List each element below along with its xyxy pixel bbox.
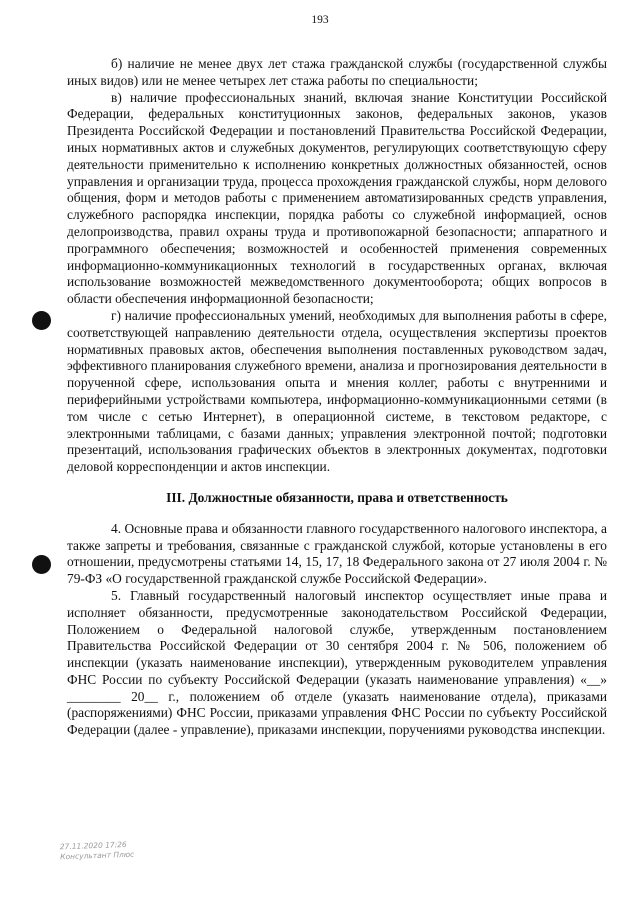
document-stamp bbox=[60, 840, 135, 863]
punch-hole-mark bbox=[32, 311, 51, 330]
section-heading: III. Должностные обязанности, права и ответственность bbox=[166, 489, 508, 505]
paragraph-g-skills: г) наличие профессиональных умений, необходимых для выполнения работы в сфере, соответствующей направлению деятельности отдела, осуществления экспертизы проектов нормативных правовых актов, обеспечения выполнения поставленных руководством задач, эффективного планирования служебного времени, анализа и прогнозирования деятельности в порученной сфере, использования опыта и мнения коллег, работы с внутренними и периферийными устройствами компьютера, информационно-коммуникационными сетями (в том числе с сетью Интернет), в операционной системе, в текстовом редакторе, с электронными таблицами, с базами данных; управления электронной почтой; подготовки презентаций, использования графических объектов в электронных документах, подготовки деловой корреспонденции и актов инспекции. bbox=[67, 307, 607, 475]
document-body bbox=[67, 56, 607, 739]
paragraph-5-duties: 5. Главный государственный налоговый инспектор осуществляет иные права и исполняет обязанности, предусмотренные законодательством Российской Федерации, Положением о Федеральной налоговой службе, утвержденным постановлением Правительства Российской Федерации от 30 сентября 2004 г. № 506, положением об инспекции (указать наименование инспекции), утвержденным руководителем управления ФНС России по субъекту Российской Федерации (указать наименование управления) «__» ________ 20__ г., положением об отделе (указать наименование отдела), приказами (распоряжениями) ФНС России, приказами управления ФНС России по субъекту Российской Федерации (далее - управление), приказами инспекции, поручениями руководства инспекции. bbox=[67, 587, 607, 738]
page-number: 193 bbox=[311, 14, 329, 26]
stamp-line-date: 27.11.2020 17:26 bbox=[59, 839, 127, 852]
paragraph-b-experience: б) наличие не менее двух лет стажа гражданской службы (государственной службы иных видов) или не менее четырех лет стажа работы по специальности; bbox=[67, 56, 607, 88]
paragraph-v-knowledge: в) наличие профессиональных знаний, включая знание Конституции Российской Федерации, федеральных конституционных законов, федеральных законов, указов Президента Российской Федерации и постановлений Правительства Российской Федерации, иных нормативных актов и служебных документов, регулирующих соответствующую сферу деятельности применительно к исполнению конкретных должностных обязанностей, основ управления и организации труда, процесса прохождения гражданской службы, норм делового общения, форм и методов работы с применением автоматизированных средств управления, служебного распорядка инспекции, порядка работы со служебной информацией, основ делопроизводства, правил охраны труда и противопожарной безопасности; аппаратного и программного обеспечения; возможностей и особенностей применения современных информационно-коммуникационных технологий в государственных органах, включая использование возможностей межведомственного документооборота; общих вопросов в области обеспечения информационной безопасности; bbox=[67, 89, 607, 307]
punch-hole-mark bbox=[32, 555, 51, 574]
stamp-line-source: Консультант Плюс bbox=[60, 849, 135, 862]
paragraph-4-rights: 4. Основные права и обязанности главного государственного налогового инспектора, а также запреты и требования, связанные с гражданской службой, которые установлены в его отношении, предусмотрены статьями 14, 15, 17, 18 Федерального закона от 27 июля 2004 г. № 79-ФЗ «О государственной гражданской службе Российской Федерации». bbox=[67, 520, 607, 587]
